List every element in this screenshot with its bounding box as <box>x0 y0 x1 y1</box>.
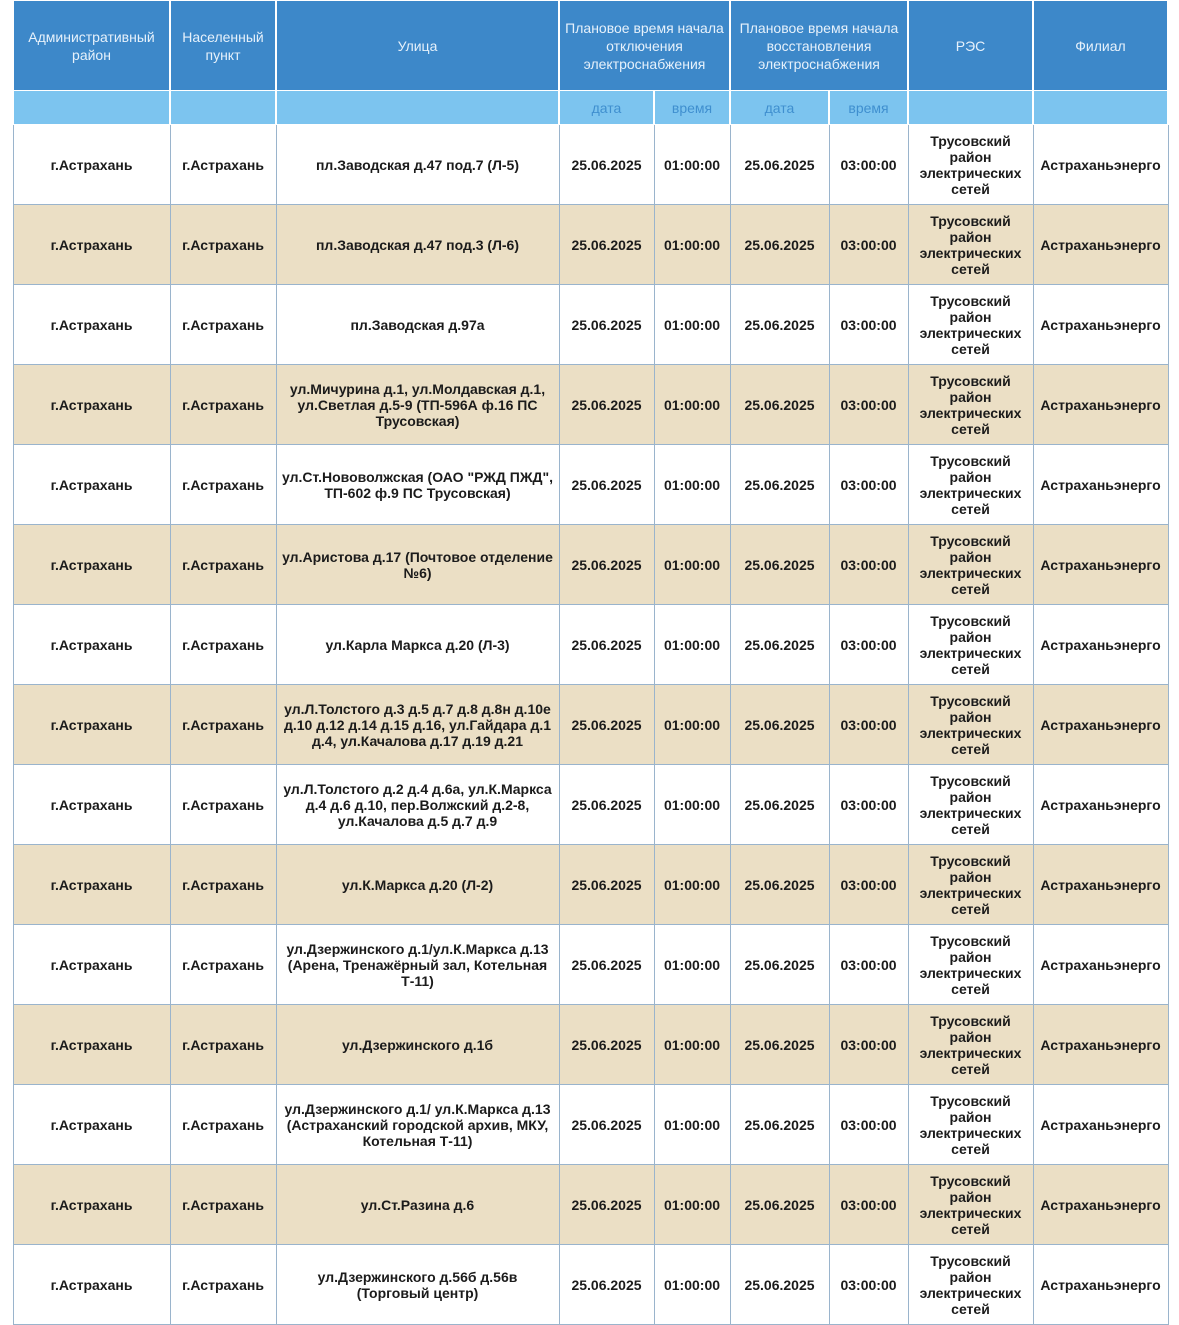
cell-start-time: 01:00:00 <box>654 125 730 205</box>
cell-start-time: 01:00:00 <box>654 525 730 605</box>
cell-res: Трусовский район электрических сетей <box>908 925 1033 1005</box>
cell-locality: г.Астрахань <box>170 445 276 525</box>
table-row <box>13 605 1168 685</box>
cell-street: ул.К.Маркса д.20 (Л-2) <box>276 845 559 925</box>
cell-end-time: 03:00:00 <box>829 1085 908 1165</box>
cell-district: г.Астрахань <box>13 1005 170 1085</box>
cell-locality: г.Астрахань <box>170 285 276 365</box>
cell-end-time: 03:00:00 <box>829 605 908 685</box>
cell-locality: г.Астрахань <box>170 1005 276 1085</box>
cell-branch: Астраханьэнерго <box>1033 1005 1168 1085</box>
cell-district: г.Астрахань <box>13 1165 170 1245</box>
cell-end-date: 25.06.2025 <box>730 845 829 925</box>
cell-branch: Астраханьэнерго <box>1033 1165 1168 1245</box>
cell-start-time: 01:00:00 <box>654 285 730 365</box>
cell-locality: г.Астрахань <box>170 525 276 605</box>
cell-street: ул.Дзержинского д.56б д.56в (Торговый центр) <box>276 1245 559 1325</box>
cell-end-time: 03:00:00 <box>829 685 908 765</box>
cell-start-date: 25.06.2025 <box>559 525 654 605</box>
cell-end-time: 03:00:00 <box>829 845 908 925</box>
cell-end-time: 03:00:00 <box>829 285 908 365</box>
cell-start-date: 25.06.2025 <box>559 205 654 285</box>
cell-branch: Астраханьэнерго <box>1033 1245 1168 1325</box>
cell-start-date: 25.06.2025 <box>559 605 654 685</box>
cell-end-date: 25.06.2025 <box>730 1165 829 1245</box>
header-street: Улица <box>276 1 559 91</box>
cell-district: г.Астрахань <box>13 285 170 365</box>
cell-start-time: 01:00:00 <box>654 925 730 1005</box>
header-locality: Населенный пункт <box>170 1 276 91</box>
cell-end-date: 25.06.2025 <box>730 925 829 1005</box>
cell-start-date: 25.06.2025 <box>559 685 654 765</box>
cell-district: г.Астрахань <box>13 525 170 605</box>
cell-start-time: 01:00:00 <box>654 605 730 685</box>
cell-end-time: 03:00:00 <box>829 765 908 845</box>
cell-branch: Астраханьэнерго <box>1033 765 1168 845</box>
table-row <box>13 685 1168 765</box>
cell-street: ул.Л.Толстого д.2 д.4 д.6а, ул.К.Маркса д.4 д.6 д.10, пер.Волжский д.2-8, ул.Качалова д.5 д.7 д.9 <box>276 765 559 845</box>
outage-schedule-table <box>12 0 1169 1325</box>
cell-start-time: 01:00:00 <box>654 1085 730 1165</box>
table-row <box>13 445 1168 525</box>
table-row <box>13 1245 1168 1325</box>
cell-end-date: 25.06.2025 <box>730 525 829 605</box>
cell-end-time: 03:00:00 <box>829 365 908 445</box>
cell-end-date: 25.06.2025 <box>730 445 829 525</box>
table-row <box>13 525 1168 605</box>
cell-district: г.Астрахань <box>13 925 170 1005</box>
cell-street: пл.Заводская д.47 под.3 (Л-6) <box>276 205 559 285</box>
cell-start-time: 01:00:00 <box>654 765 730 845</box>
cell-branch: Астраханьэнерго <box>1033 605 1168 685</box>
cell-street: пл.Заводская д.97а <box>276 285 559 365</box>
table-row <box>13 1085 1168 1165</box>
cell-branch: Астраханьэнерго <box>1033 125 1168 205</box>
cell-district: г.Астрахань <box>13 205 170 285</box>
subheader-start-date: дата <box>559 91 654 125</box>
cell-street: ул.Ст.Разина д.6 <box>276 1165 559 1245</box>
cell-locality: г.Астрахань <box>170 845 276 925</box>
cell-end-time: 03:00:00 <box>829 1005 908 1085</box>
header-district: Административный район <box>13 1 170 91</box>
cell-res: Трусовский район электрических сетей <box>908 365 1033 445</box>
cell-start-date: 25.06.2025 <box>559 765 654 845</box>
cell-locality: г.Астрахань <box>170 205 276 285</box>
cell-res: Трусовский район электрических сетей <box>908 285 1033 365</box>
table-row <box>13 365 1168 445</box>
cell-end-date: 25.06.2025 <box>730 205 829 285</box>
cell-street: ул.Дзержинского д.1/ул.К.Маркса д.13 (Арена, Тренажёрный зал, Котельная Т-11) <box>276 925 559 1005</box>
cell-locality: г.Астрахань <box>170 1085 276 1165</box>
cell-res: Трусовский район электрических сетей <box>908 205 1033 285</box>
cell-street: ул.Мичурина д.1, ул.Молдавская д.1, ул.Светлая д.5-9 (ТП-596А ф.16 ПС Трусовская) <box>276 365 559 445</box>
cell-street: ул.Дзержинского д.1/ ул.К.Маркса д.13 (Астраханский городской архив, МКУ, Котельная Т-11) <box>276 1085 559 1165</box>
cell-locality: г.Астрахань <box>170 1245 276 1325</box>
header-restore-start: Плановое время начала восстановления электроснабжения <box>730 1 908 91</box>
cell-district: г.Астрахань <box>13 365 170 445</box>
table-row <box>13 845 1168 925</box>
cell-start-date: 25.06.2025 <box>559 845 654 925</box>
cell-district: г.Астрахань <box>13 685 170 765</box>
cell-res: Трусовский район электрических сетей <box>908 1165 1033 1245</box>
subheader-empty <box>13 91 170 125</box>
cell-start-date: 25.06.2025 <box>559 365 654 445</box>
header-branch: Филиал <box>1033 1 1168 91</box>
cell-start-time: 01:00:00 <box>654 365 730 445</box>
cell-end-date: 25.06.2025 <box>730 285 829 365</box>
cell-start-time: 01:00:00 <box>654 685 730 765</box>
cell-locality: г.Астрахань <box>170 765 276 845</box>
cell-res: Трусовский район электрических сетей <box>908 1245 1033 1325</box>
cell-end-time: 03:00:00 <box>829 205 908 285</box>
cell-branch: Астраханьэнерго <box>1033 525 1168 605</box>
cell-res: Трусовский район электрических сетей <box>908 685 1033 765</box>
cell-branch: Астраханьэнерго <box>1033 205 1168 285</box>
cell-res: Трусовский район электрических сетей <box>908 845 1033 925</box>
cell-start-date: 25.06.2025 <box>559 1085 654 1165</box>
cell-locality: г.Астрахань <box>170 365 276 445</box>
header-res: РЭС <box>908 1 1033 91</box>
subheader-empty <box>908 91 1033 125</box>
subheader-end-date: дата <box>730 91 829 125</box>
cell-start-time: 01:00:00 <box>654 845 730 925</box>
cell-res: Трусовский район электрических сетей <box>908 605 1033 685</box>
cell-branch: Астраханьэнерго <box>1033 685 1168 765</box>
cell-start-time: 01:00:00 <box>654 205 730 285</box>
cell-res: Трусовский район электрических сетей <box>908 1005 1033 1085</box>
table-row <box>13 285 1168 365</box>
cell-end-time: 03:00:00 <box>829 525 908 605</box>
cell-street: ул.Дзержинского д.1б <box>276 1005 559 1085</box>
cell-district: г.Астрахань <box>13 845 170 925</box>
table-row <box>13 1165 1168 1245</box>
cell-start-date: 25.06.2025 <box>559 445 654 525</box>
cell-street: ул.Карла Маркса д.20 (Л-3) <box>276 605 559 685</box>
table-row <box>13 205 1168 285</box>
table-body <box>13 125 1168 1325</box>
cell-start-date: 25.06.2025 <box>559 1005 654 1085</box>
cell-end-date: 25.06.2025 <box>730 1245 829 1325</box>
cell-end-date: 25.06.2025 <box>730 685 829 765</box>
cell-branch: Астраханьэнерго <box>1033 365 1168 445</box>
cell-district: г.Астрахань <box>13 445 170 525</box>
cell-end-time: 03:00:00 <box>829 1165 908 1245</box>
cell-branch: Астраханьэнерго <box>1033 1085 1168 1165</box>
cell-start-date: 25.06.2025 <box>559 285 654 365</box>
cell-start-time: 01:00:00 <box>654 1245 730 1325</box>
cell-locality: г.Астрахань <box>170 605 276 685</box>
cell-end-time: 03:00:00 <box>829 125 908 205</box>
cell-district: г.Астрахань <box>13 765 170 845</box>
cell-branch: Астраханьэнерго <box>1033 445 1168 525</box>
subheader-empty <box>170 91 276 125</box>
subheader-empty <box>276 91 559 125</box>
subheader-start-time: время <box>654 91 730 125</box>
cell-start-time: 01:00:00 <box>654 1005 730 1085</box>
cell-end-date: 25.06.2025 <box>730 365 829 445</box>
cell-end-time: 03:00:00 <box>829 1245 908 1325</box>
cell-start-time: 01:00:00 <box>654 1165 730 1245</box>
cell-end-date: 25.06.2025 <box>730 605 829 685</box>
cell-end-time: 03:00:00 <box>829 445 908 525</box>
cell-start-date: 25.06.2025 <box>559 1245 654 1325</box>
cell-locality: г.Астрахань <box>170 1165 276 1245</box>
cell-locality: г.Астрахань <box>170 685 276 765</box>
cell-branch: Астраханьэнерго <box>1033 925 1168 1005</box>
subheader-end-time: время <box>829 91 908 125</box>
cell-locality: г.Астрахань <box>170 925 276 1005</box>
subheader-empty <box>1033 91 1168 125</box>
cell-res: Трусовский район электрических сетей <box>908 525 1033 605</box>
table-row <box>13 925 1168 1005</box>
header-outage-start: Плановое время начала отключения электроснабжения <box>559 1 730 91</box>
cell-end-date: 25.06.2025 <box>730 765 829 845</box>
table-row <box>13 125 1168 205</box>
table-row <box>13 765 1168 845</box>
cell-district: г.Астрахань <box>13 1245 170 1325</box>
table-row <box>13 1005 1168 1085</box>
outage-table-container <box>12 0 1167 1325</box>
cell-res: Трусовский район электрических сетей <box>908 1085 1033 1165</box>
cell-street: ул.Л.Толстого д.3 д.5 д.7 д.8 д.8н д.10е д.10 д.12 д.14 д.15 д.16, ул.Гайдара д.1 д.4, ул.Качалова д.17 д.19 д.21 <box>276 685 559 765</box>
cell-res: Трусовский район электрических сетей <box>908 765 1033 845</box>
cell-street: ул.Аристова д.17 (Почтовое отделение №6) <box>276 525 559 605</box>
cell-district: г.Астрахань <box>13 1085 170 1165</box>
cell-end-date: 25.06.2025 <box>730 1085 829 1165</box>
cell-start-date: 25.06.2025 <box>559 125 654 205</box>
cell-locality: г.Астрахань <box>170 125 276 205</box>
cell-start-time: 01:00:00 <box>654 445 730 525</box>
cell-street: ул.Ст.Нововолжская (ОАО "РЖД ПЖД", ТП-602 ф.9 ПС Трусовская) <box>276 445 559 525</box>
cell-district: г.Астрахань <box>13 125 170 205</box>
cell-branch: Астраханьэнерго <box>1033 845 1168 925</box>
cell-end-time: 03:00:00 <box>829 925 908 1005</box>
table-header <box>13 1 1168 125</box>
cell-start-date: 25.06.2025 <box>559 1165 654 1245</box>
cell-end-date: 25.06.2025 <box>730 1005 829 1085</box>
cell-street: пл.Заводская д.47 под.7 (Л-5) <box>276 125 559 205</box>
cell-district: г.Астрахань <box>13 605 170 685</box>
cell-res: Трусовский район электрических сетей <box>908 125 1033 205</box>
cell-start-date: 25.06.2025 <box>559 925 654 1005</box>
cell-end-date: 25.06.2025 <box>730 125 829 205</box>
cell-res: Трусовский район электрических сетей <box>908 445 1033 525</box>
cell-branch: Астраханьэнерго <box>1033 285 1168 365</box>
